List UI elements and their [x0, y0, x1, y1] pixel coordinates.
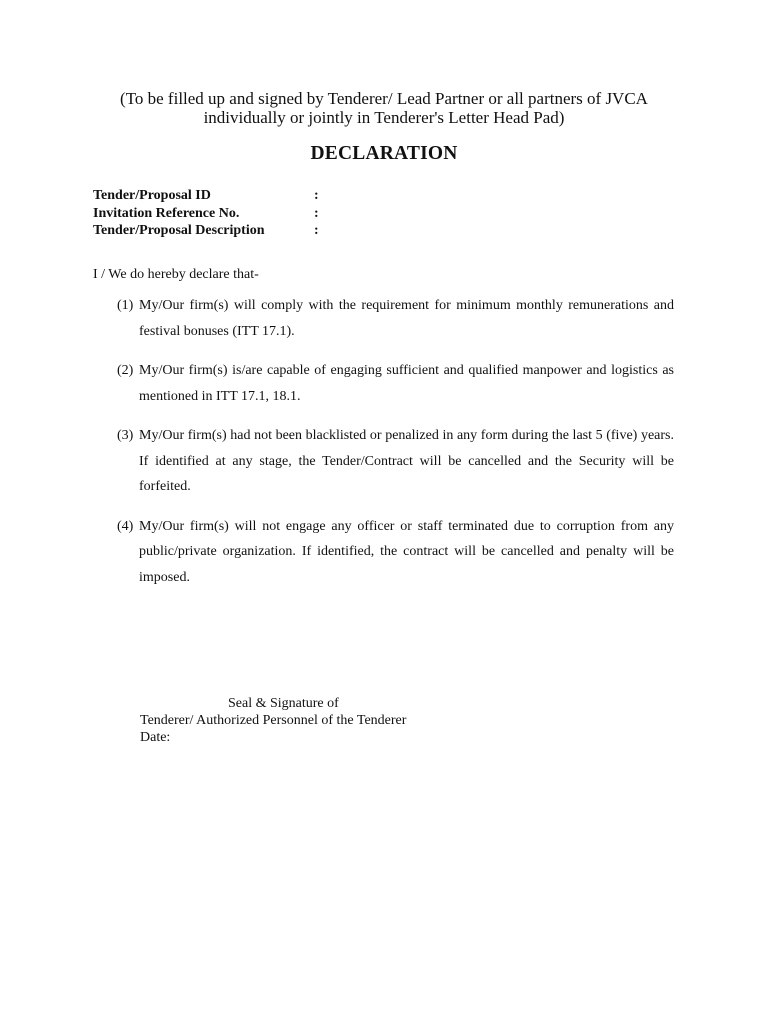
- field-label: Tender/Proposal Description: [93, 223, 265, 238]
- field-row-tender-id: [93, 187, 393, 205]
- field-row-invitation-ref: [93, 205, 393, 223]
- clause-text: My/Our firm(s) will comply with the requirement for minimum monthly remunerations and festival bonuses (ITT 17.1).: [139, 298, 674, 339]
- field-row-description: [93, 222, 393, 240]
- tender-info-fields: [93, 187, 393, 240]
- seal-signature-label: Seal & Signature of: [228, 696, 339, 711]
- authorized-personnel-label: Tenderer/ Authorized Personnel of the Tenderer: [140, 713, 407, 728]
- clause-number: (1): [117, 298, 134, 313]
- field-colon: :: [314, 223, 319, 238]
- field-colon: :: [314, 205, 319, 221]
- clause-number: (2): [117, 363, 134, 378]
- clause-text: My/Our firm(s) will not engage any officer or staff terminated due to corruption from any public/private organization. If identified, the contract will be cancelled and penalty will be imposed.: [139, 518, 674, 585]
- signature-block: [140, 695, 460, 746]
- clause-text: My/Our firm(s) is/are capable of engaging sufficient and qualified manpower and logistics as mentioned in ITT 17.1, 18.1.: [139, 363, 674, 404]
- clause-item: [117, 423, 674, 500]
- declaration-clauses: [117, 293, 674, 604]
- field-colon: :: [314, 188, 319, 203]
- field-label: Invitation Reference No.: [93, 205, 240, 221]
- instruction-line-1: (To be filled up and signed by Tenderer/ Lead Partner or all partners of JVCA: [120, 89, 648, 108]
- field-label: Tender/Proposal ID: [93, 188, 211, 203]
- declaration-intro: I / We do hereby declare that-: [93, 267, 259, 282]
- instruction-note: [80, 89, 688, 127]
- clause-number: (3): [117, 428, 134, 443]
- date-label: Date:: [140, 730, 171, 745]
- clause-item: [117, 293, 674, 344]
- document-title: DECLARATION: [310, 143, 458, 164]
- instruction-line-2: individually or jointly in Tenderer's Letter Head Pad): [203, 108, 565, 127]
- clause-item: [117, 358, 674, 409]
- clause-text: My/Our firm(s) had not been blacklisted or penalized in any form during the last 5 (five) years. If identified at any stage, the Tender/Contract will be cancelled and the Security will be forfeited.: [139, 428, 674, 494]
- clause-number: (4): [117, 518, 134, 534]
- clause-item: [117, 514, 674, 591]
